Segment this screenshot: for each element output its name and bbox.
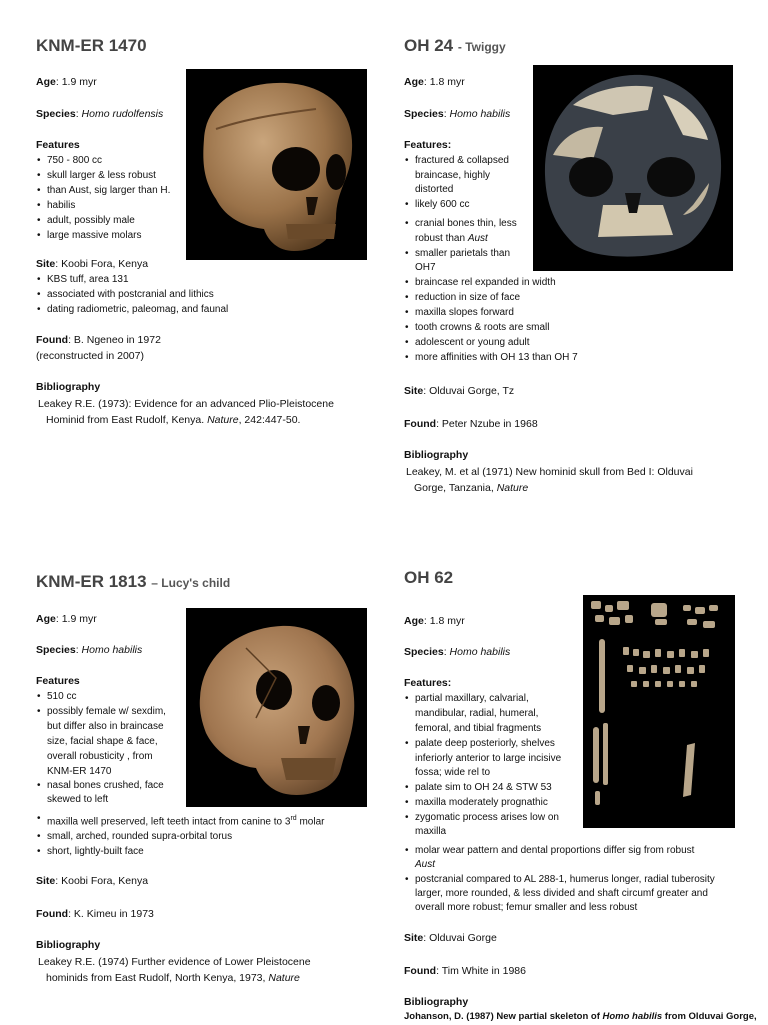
- list-item: • small, arched, rounded supra-orbital torus: [36, 829, 376, 844]
- list-item: • skull larger & less robust: [36, 168, 186, 183]
- species-line: Species: Homo rudolfensis: [36, 108, 164, 120]
- list-item: • fractured & collapsed: [404, 153, 529, 168]
- list-item: • molar wear pattern and dental proportions differ sig from robust: [404, 843, 744, 858]
- age-line: Age: 1.9 myr: [36, 613, 97, 625]
- features-heading: Features: [36, 675, 80, 687]
- bibliography-heading: Bibliography: [404, 449, 469, 461]
- skeleton-fragments-photo-oh62: [583, 595, 735, 828]
- features-list: [404, 153, 529, 168]
- panel-subtitle: – Lucy's child: [151, 576, 231, 590]
- bibliography-line-1: Johanson, D. (1987) New partial skeleton of Homo habilis from Olduvai Gorge,: [404, 1011, 757, 1022]
- list-item: • palate deep posteriorly, shelves: [404, 736, 584, 751]
- list-item-continued: but differ also in braincase: [47, 721, 164, 732]
- found-line: Found: Tim White in 1986: [404, 965, 526, 977]
- found-line: Found: B. Ngeneo in 1972: [36, 334, 161, 346]
- list-item: • partial maxillary, calvarial,: [404, 691, 584, 706]
- list-item: • palate sim to OH 24 & STW 53: [404, 780, 584, 795]
- list-item-continued: maxilla: [415, 826, 447, 837]
- list-item-continued: skewed to left: [47, 794, 109, 805]
- list-item: • zygomatic process arises low on: [404, 810, 584, 825]
- found-line: Found: Peter Nzube in 1968: [404, 418, 538, 430]
- list-item: • large massive molars: [36, 228, 186, 243]
- species-label: Species: [36, 108, 76, 120]
- bibliography-line-2: Hominid from East Rudolf, Kenya. Nature, 242:447-50.: [46, 414, 301, 426]
- panel-title: KNM-ER 1470: [36, 36, 147, 55]
- list-item: • smaller parietals than: [404, 246, 604, 261]
- list-item: • 510 cc: [36, 689, 186, 704]
- list-item: • dating radiometric, paleomag, and faunal: [36, 302, 296, 317]
- features-list: [36, 153, 186, 243]
- list-item: • more affinities with OH 13 than OH 7: [404, 350, 624, 365]
- list-item-continued: overall robusticity , from: [47, 751, 153, 762]
- list-item: • possibly female w/ sexdim,: [36, 704, 186, 719]
- found-line: Found: K. Kimeu in 1973: [36, 908, 154, 920]
- bibliography-line-1: Leakey, M. et al (1971) New hominid skull from Bed I: Olduvai: [406, 466, 693, 478]
- list-item: • maxilla well preserved, left teeth intact from canine to 3rd molar: [36, 811, 376, 829]
- list-item: • postcranial compared to AL 288-1, humerus longer, radial tuberosity: [404, 872, 749, 887]
- list-item-continued: robust than Aust: [415, 233, 488, 244]
- panel-title: OH 62: [404, 568, 454, 587]
- list-item-continued: Aust: [415, 859, 436, 870]
- list-item: • adolescent or young adult: [404, 335, 624, 350]
- features-list-wide: [36, 811, 376, 859]
- bibliography-heading: Bibliography: [404, 996, 469, 1008]
- panel-subtitle: - Twiggy: [457, 40, 506, 54]
- species-line: Species: Homo habilis: [36, 644, 143, 656]
- features-list: [36, 778, 186, 793]
- age-label: Age: [36, 76, 56, 88]
- list-item-continued: distorted: [415, 184, 454, 195]
- site-line: Site: Koobi Fora, Kenya: [36, 875, 149, 887]
- site-line: Site: Olduvai Gorge, Tz: [404, 385, 515, 397]
- features-list: [404, 780, 584, 825]
- features-list: [404, 275, 624, 365]
- list-item: • tooth crowns & roots are small: [404, 320, 624, 335]
- bibliography-line-1: Leakey R.E. (1973): Evidence for an advanced Plio-Pleistocene: [38, 398, 334, 410]
- features-list: [404, 736, 584, 751]
- list-item-continued: fossa; wide rel to: [415, 767, 491, 778]
- list-item-continued: inferiorly anterior to large incisive: [415, 753, 562, 764]
- site-list: [36, 272, 296, 317]
- bibliography-line-1: Leakey R.E. (1974) Further evidence of Lower Pleistocene: [38, 956, 311, 968]
- skull-photo-1470: [186, 69, 367, 260]
- list-item-continued: size, facial shape & face,: [47, 736, 158, 747]
- site-line: Site: Olduvai Gorge: [404, 932, 497, 944]
- list-item-continued: mandibular, radial, humeral,: [415, 708, 539, 719]
- features-heading: Features:: [404, 139, 452, 151]
- list-item: • KBS tuff, area 131: [36, 272, 296, 287]
- bibliography-heading: Bibliography: [36, 939, 101, 951]
- list-item: • cranial bones thin, less: [404, 216, 529, 231]
- list-item: • nasal bones crushed, face: [36, 778, 186, 793]
- list-item: • than Aust, sig larger than H.: [36, 183, 186, 198]
- list-item: • 750 - 800 cc: [36, 153, 186, 168]
- bibliography-line-2: Gorge, Tanzania, Nature: [414, 482, 529, 494]
- list-item-continued: larger, more rounded, & less divided and shaft circumf greater and: [415, 888, 708, 899]
- species-line: Species: Homo habilis: [404, 646, 511, 658]
- list-item-continued: femoral, and tibial fragments: [415, 723, 542, 734]
- features-list: [404, 691, 584, 706]
- skull-photo-oh24: [533, 65, 733, 271]
- list-item: • reduction in size of face: [404, 290, 624, 305]
- features-list-wide: [404, 872, 749, 887]
- list-item-continued: braincase, highly: [415, 170, 491, 181]
- features-list: [404, 197, 529, 231]
- list-item: • habilis: [36, 198, 186, 213]
- species-value: Homo rudolfensis: [81, 108, 164, 120]
- panel-title: OH 24 - Twiggy: [404, 36, 506, 55]
- list-item: • adult, possibly male: [36, 213, 186, 228]
- list-item: • short, lightly-built face: [36, 844, 376, 859]
- found-note: (reconstructed in 2007): [36, 350, 144, 362]
- list-item: • maxilla slopes forward: [404, 305, 624, 320]
- skull-photo-1813: [186, 608, 367, 807]
- features-heading: Features: [36, 139, 80, 151]
- panel-title: KNM-ER 1813 – Lucy's child: [36, 572, 231, 591]
- species-line: Species: Homo habilis: [404, 108, 511, 120]
- list-item: • associated with postcranial and lithics: [36, 287, 296, 302]
- features-heading: Features:: [404, 677, 452, 689]
- list-item-continued: overall more robust; femur smaller and less robust: [415, 902, 638, 913]
- age-line: Age: 1.8 myr: [404, 76, 465, 88]
- site-line: Site: Koobi Fora, Kenya: [36, 258, 149, 270]
- bibliography-line-2: hominids from East Rudolf, North Kenya, 1973, Nature: [46, 972, 300, 984]
- list-item: • braincase rel expanded in width: [404, 275, 624, 290]
- list-item: • likely 600 cc: [404, 197, 529, 212]
- list-item: • maxilla moderately prognathic: [404, 795, 584, 810]
- bibliography-heading: Bibliography: [36, 381, 101, 393]
- list-item-continued: KNM-ER 1470: [47, 766, 112, 777]
- features-list-wide: [404, 843, 744, 858]
- list-item-continued: OH7: [415, 262, 436, 273]
- features-list: [36, 689, 186, 719]
- age-value: 1.9 myr: [61, 76, 97, 88]
- age-line: Age: 1.9 myr: [36, 76, 97, 88]
- age-line: Age: 1.8 myr: [404, 615, 465, 627]
